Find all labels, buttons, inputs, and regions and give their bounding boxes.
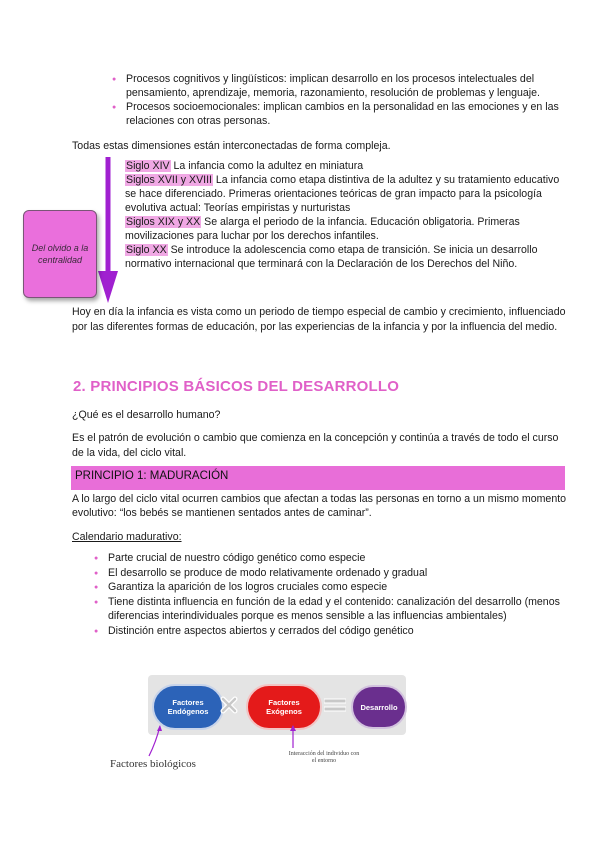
principle-bar — [71, 466, 565, 490]
list-item: ● Procesos cognitivos y lingüísticos: implican desarrollo en los procesos intelectuales del pensamiento, aprendizaje, memoria, razonamiento, resolución de problemas y lenguaje. — [110, 72, 565, 100]
equals-icon — [324, 698, 346, 712]
list-item: ● Tiene distinta influencia en función de la edad y el contenido: canalización del desarrollo (menos diferencias interindividuales porque es menos sensible a las influencias ambientales) — [92, 595, 562, 624]
dimensions-text: Todas estas dimensiones están interconectadas de forma compleja. — [72, 140, 391, 152]
timeline-item — [125, 159, 565, 173]
timeline-text: Se introduce la adolescencia como etapa de transición. Se inicia un desarrollo normativo internacional que terminará con la Declaración de los Derechos del Niño. — [125, 244, 538, 270]
question-text: ¿Qué es el desarrollo humano? — [72, 409, 221, 421]
calendar-title: Calendario madurativo: — [72, 531, 182, 543]
multiply-icon — [220, 696, 238, 714]
timeline-period: Siglo XIV — [126, 160, 170, 172]
definition-text: Es el patrón de evolución o cambio que comienza en la concepción y continúa a través de todo el curso de la vida, del ciclo vital. — [72, 432, 559, 459]
timeline-item — [125, 215, 565, 243]
factor-exogenous-label: Factores Exógenos — [266, 698, 302, 716]
timeline-period: Siglos XVII y XVIII — [126, 174, 212, 186]
timeline-list — [125, 159, 565, 271]
timeline-arrow — [96, 157, 120, 305]
list-item: ● El desarrollo se produce de modo relativamente ordenado y gradual — [92, 566, 562, 581]
factor-endogenous-label: Factores Endógenos — [167, 698, 209, 716]
result-development-label: Desarrollo — [360, 702, 398, 712]
principle-text: A lo largo del ciclo vital ocurren cambios que afectan a todas las personas en torno a un mismo momento evolutivo: “los bebés se mantienen sentados antes de caminar”. — [72, 493, 567, 519]
note-interaction: Interacción del individuo con el entorno — [288, 751, 360, 764]
timeline-text: La infancia como etapa distintiva de la adultez y su tratamiento educativo se hace diferenciado. Primeras orientaciones teóricas de gran impacto para la psicología evolutiva actual: Teorías empiristas y nurturistas — [125, 174, 560, 214]
list-item: ● Parte crucial de nuestro código genético como especie — [92, 551, 562, 566]
principle-title: PRINCIPIO 1: MADURACIÓN — [75, 470, 229, 482]
side-box-label: Del olvido a la centralidad — [31, 243, 89, 265]
today-paragraph: Hoy en día la infancia es vista como un periodo de tiempo especial de cambio y crecimiento, influenciado por las diferentes formas de educación, por las experiencias de la infancia y por la influencia del medio. — [72, 306, 566, 333]
list-item: ● Distinción entre aspectos abiertos y cerrados del código genético — [92, 624, 562, 639]
timeline-item — [125, 243, 565, 271]
side-box — [23, 210, 97, 298]
note-biological: Factores biológicos — [110, 758, 196, 770]
section-title: 2. PRINCIPIOS BÁSICOS DEL DESARROLLO — [73, 378, 400, 395]
top-bullet-list — [110, 72, 565, 128]
timeline-period: Siglos XIX y XX — [126, 216, 201, 228]
list-item: ● Procesos socioemocionales: implican cambios en la personalidad en las emociones y en las relaciones con otras personas. — [110, 100, 565, 128]
list-item: ● Garantiza la aparición de los logros cruciales como especie — [92, 580, 562, 595]
calendar-list — [92, 551, 562, 638]
timeline-period: Siglo XX — [126, 244, 167, 256]
timeline-text: La infancia como la adultez en miniatura — [170, 160, 364, 172]
timeline-item — [125, 173, 565, 215]
timeline-text: Se alarga el periodo de la infancia. Educación obligatoria. Primeras movilizaciones para luchar por los derechos infantiles. — [125, 216, 520, 242]
result-development — [351, 685, 407, 729]
